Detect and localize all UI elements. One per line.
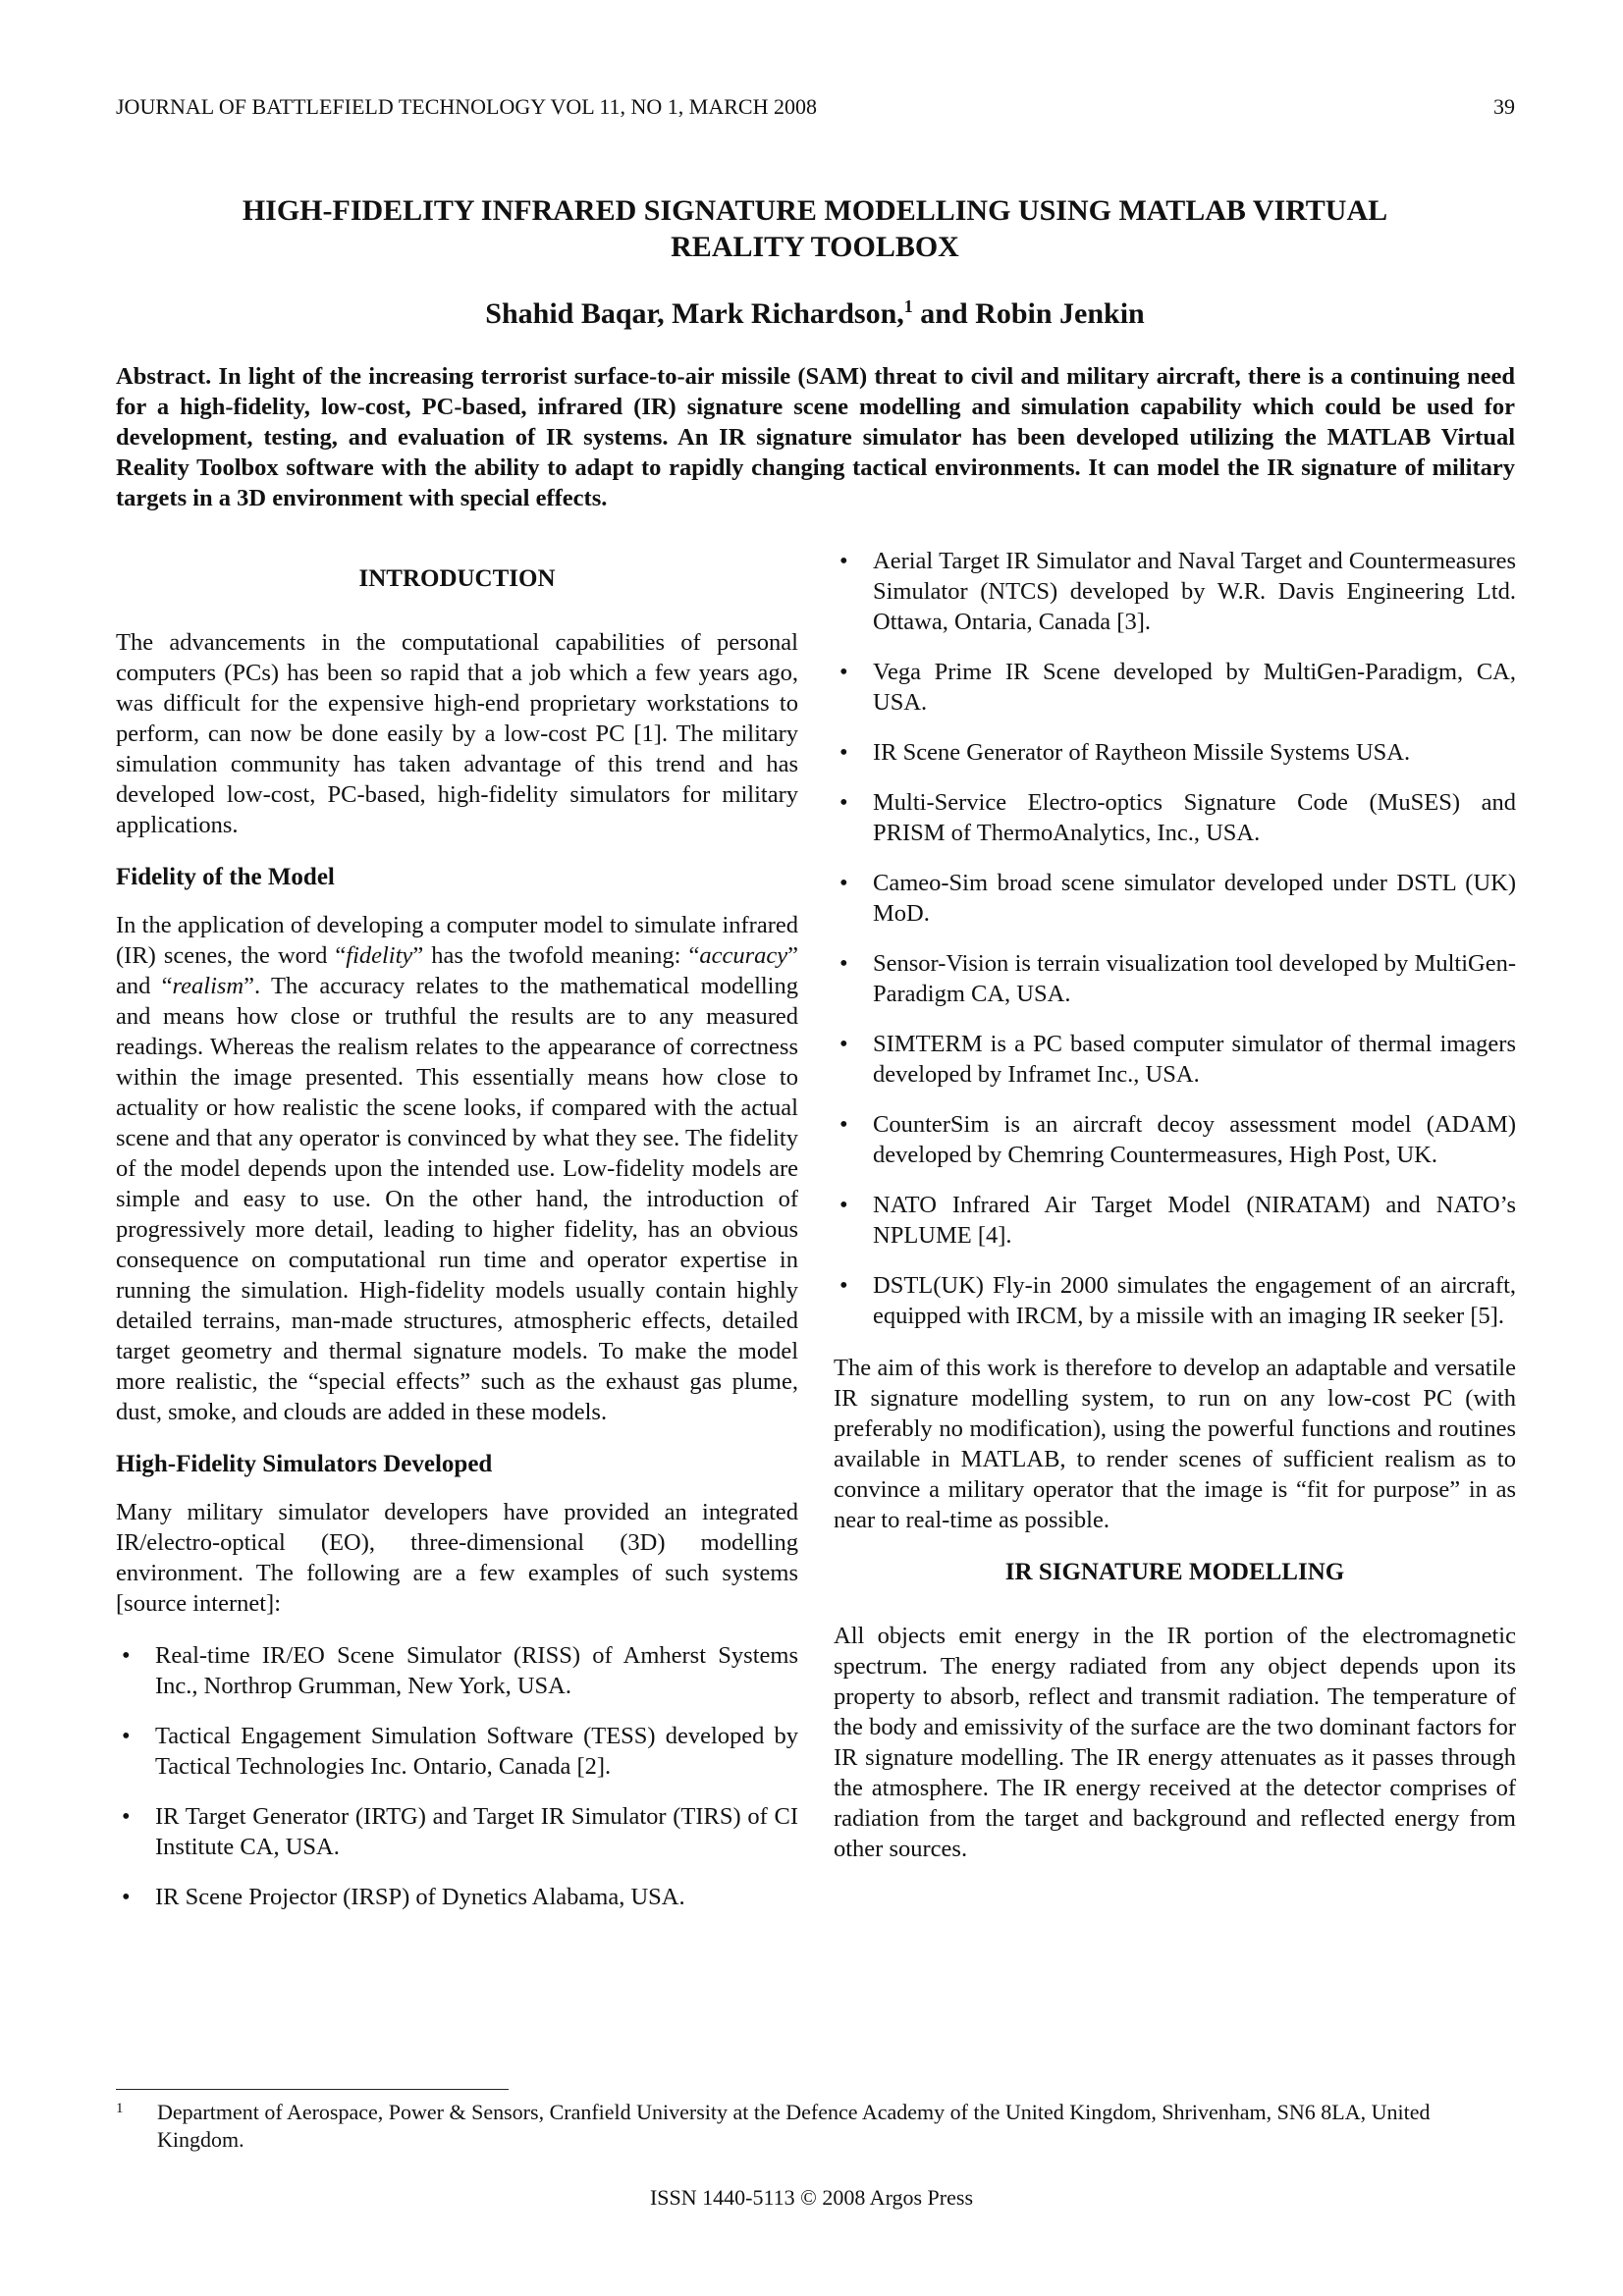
bullet-icon: •: [839, 1272, 848, 1299]
ir-signature-paragraph: All objects emit energy in the IR portion of the electromagnetic spectrum. The energy radiated from any object depends upon its property to absorb, reflect and transmit radiation. The temperature of the body and emissivity of the surface are the two dominant factors for IR signature modelling. The IR energy attenuates as it passes through the atmosphere. The IR energy received at the detector comprises of radiation from the target and background and reflected energy from other sources.: [834, 1623, 1516, 1862]
bullet-icon: •: [122, 1723, 131, 1749]
list-item: [834, 1109, 1516, 1170]
bullet-icon: •: [839, 659, 848, 685]
bullet-icon: •: [122, 1884, 131, 1910]
bullet-icon: •: [839, 870, 848, 896]
page-number: 39: [1493, 94, 1515, 119]
fidelity-text-a: In the application of developing a computer model to simulate infrared (IR) scenes, the word “: [116, 912, 798, 969]
aim-paragraph: The aim of this work is therefore to develop an adaptable and versatile IR signature modelling system, to run on any low-cost PC (with preferably no modification), using the powerful functions and routines available in MATLAB, to render scenes of sufficient realism as to convince a military operator that the image is “fit for purpose” in as near to real-time as possible.: [834, 1355, 1516, 1533]
bullet-icon: •: [839, 789, 848, 816]
authors-part-2: and Robin Jenkin: [912, 297, 1145, 330]
list-item-text: IR Scene Generator of Raytheon Missile Systems USA.: [873, 739, 1411, 766]
list-item: [116, 1640, 798, 1701]
bullet-icon: •: [839, 1031, 848, 1057]
bullet-icon: •: [839, 1192, 848, 1218]
list-item-text: DSTL(UK) Fly-in 2000 simulates the engagement of an aircraft, equipped with IRCM, by a missile with an imaging IR seeker [5].: [873, 1272, 1516, 1329]
running-header: [116, 94, 1515, 120]
issn-copyright: ISSN 1440-5113 © 2008 Argos Press: [649, 2185, 974, 2210]
bullet-icon: •: [839, 548, 848, 574]
fidelity-text-c: ” and “: [116, 942, 798, 999]
list-item: [834, 1190, 1516, 1251]
footnote-divider: [116, 2089, 509, 2090]
fidelity-text-b: ” has the twofold meaning: “: [412, 942, 700, 969]
introduction-paragraph: The advancements in the computational capabilities of personal computers (PCs) has been so rapid that a job which a few years ago, was difficult for the expensive high-end proprietary workstations to perform, can now be done easily by a low-cost PC [1]. The military simulation community has taken advantage of this trend and has developed low-cost, PC-based, high-fidelity simulators for military applications.: [116, 629, 798, 838]
list-item-text: Tactical Engagement Simulation Software (TESS) developed by Tactical Technologies Inc. Ontario, Canada [2].: [155, 1723, 798, 1780]
fidelity-term: fidelity: [346, 942, 413, 969]
simulator-list-right: [834, 546, 1516, 1331]
author-footnote-mark: 1: [903, 296, 913, 316]
bullet-icon: •: [839, 739, 848, 766]
paper-title: [147, 192, 1483, 265]
bullet-icon: •: [122, 1642, 131, 1669]
abstract: Abstract. In light of the increasing terrorist surface-to-air missile (SAM) threat to civil and military aircraft, there is a continuing need for a high-fidelity, low-cost, PC-based, infrared (IR) signature scene modelling and simulation capability which could be used for development, testing, and evaluation of IR systems. An IR signature simulator has been developed utilizing the MATLAB Virtual Reality Toolbox software with the ability to adapt to rapidly changing tactical environments. It can model the IR signature of military targets in a 3D environment with special effects.: [116, 363, 1515, 511]
list-item-text: Cameo-Sim broad scene simulator developed under DSTL (UK) MoD.: [873, 870, 1516, 927]
list-item: [834, 868, 1516, 929]
title-line-2: REALITY TOOLBOX: [671, 231, 959, 263]
footnote: [116, 2099, 1515, 2154]
journal-name: JOURNAL OF BATTLEFIELD TECHNOLOGY VOL 11, NO 1, MARCH 2008: [116, 94, 817, 119]
left-column: [116, 550, 798, 1934]
list-item-text: Sensor-Vision is terrain visualization tool developed by MultiGen-Paradigm CA, USA.: [873, 950, 1516, 1007]
right-column: [834, 546, 1516, 1886]
bullet-icon: •: [122, 1803, 131, 1830]
introduction-heading: INTRODUCTION: [358, 565, 556, 592]
title-line-1: HIGH-FIDELITY INFRARED SIGNATURE MODELLING USING MATLAB VIRTUAL: [242, 194, 1388, 227]
list-item: [116, 1721, 798, 1782]
list-item: [834, 948, 1516, 1009]
list-item: [834, 657, 1516, 718]
bullet-icon: •: [839, 1111, 848, 1138]
list-item: [834, 1270, 1516, 1331]
list-item: [834, 1029, 1516, 1090]
simulators-heading: High-Fidelity Simulators Developed: [116, 1451, 493, 1477]
fidelity-paragraph: [116, 910, 798, 1427]
list-item: [116, 1801, 798, 1862]
list-item: [834, 737, 1516, 768]
list-item-text: SIMTERM is a PC based computer simulator of thermal imagers developed by Inframet Inc., USA.: [873, 1031, 1516, 1088]
fidelity-text-d: ”. The accuracy relates to the mathematical modelling and means how close or truthful the results are to any measured readings. Whereas the realism relates to the appearance of correctness within the image presented. This essentially means how close to actuality or how realistic the scene looks, if compared with the actual scene and that any operator is convinced by what they see. The fidelity of the model depends upon the intended use. Low-fidelity models are simple and easy to use. On the other hand, the introduction of progressively more detail, leading to higher fidelity, has an obvious consequence on computational run time and operator expertise in running the simulation. High-fidelity models usually contain highly detailed terrains, man-made structures, atmospheric effects, detailed target geometry and thermal signature models. To make the model more realistic, the “special effects” such as the exhaust gas plume, dust, smoke, and clouds are added in these models.: [116, 973, 798, 1425]
list-item-text: Multi-Service Electro-optics Signature Code (MuSES) and PRISM of ThermoAnalytics, Inc., USA.: [873, 789, 1516, 846]
accuracy-term: accuracy: [699, 942, 788, 969]
authors-part-1: Shahid Baqar, Mark Richardson,: [485, 297, 904, 330]
list-item-text: CounterSim is an aircraft decoy assessment model (ADAM) developed by Chemring Countermeasures, High Post, UK.: [873, 1111, 1516, 1168]
ir-signature-heading: IR SIGNATURE MODELLING: [1004, 1559, 1345, 1585]
simulator-list-left: [116, 1640, 798, 1912]
footnote-text: Department of Aerospace, Power & Sensors, Cranfield University at the Defence Academy of the United Kingdom, Shrivenham, SN6 8LA, United Kingdom.: [157, 2100, 1431, 2152]
list-item-text: Real-time IR/EO Scene Simulator (RISS) of Amherst Systems Inc., Northrop Grumman, New York, USA.: [155, 1642, 798, 1699]
list-item: [834, 787, 1516, 848]
list-item-text: IR Scene Projector (IRSP) of Dynetics Alabama, USA.: [155, 1884, 685, 1910]
list-item: [834, 546, 1516, 637]
list-item: [116, 1882, 798, 1912]
footnote-mark: 1: [116, 2101, 124, 2116]
list-item-text: IR Target Generator (IRTG) and Target IR Simulator (TIRS) of CI Institute CA, USA.: [155, 1803, 798, 1860]
simulators-intro: Many military simulator developers have provided an integrated IR/electro-optical (EO), three-dimensional (3D) modelling environment. The following are a few examples of such systems [source internet]:: [116, 1499, 798, 1617]
list-item-text: Aerial Target IR Simulator and Naval Target and Countermeasures Simulator (NTCS) developed by W.R. Davis Engineering Ltd. Ottawa, Ontaria, Canada [3].: [873, 548, 1516, 635]
fidelity-heading: Fidelity of the Model: [116, 864, 335, 890]
list-item-text: Vega Prime IR Scene developed by MultiGen-Paradigm, CA, USA.: [873, 659, 1516, 716]
list-item-text: NATO Infrared Air Target Model (NIRATAM) and NATO’s NPLUME [4].: [873, 1192, 1516, 1249]
author-list: [147, 296, 1483, 331]
bullet-icon: •: [839, 950, 848, 977]
realism-term: realism: [172, 973, 244, 999]
